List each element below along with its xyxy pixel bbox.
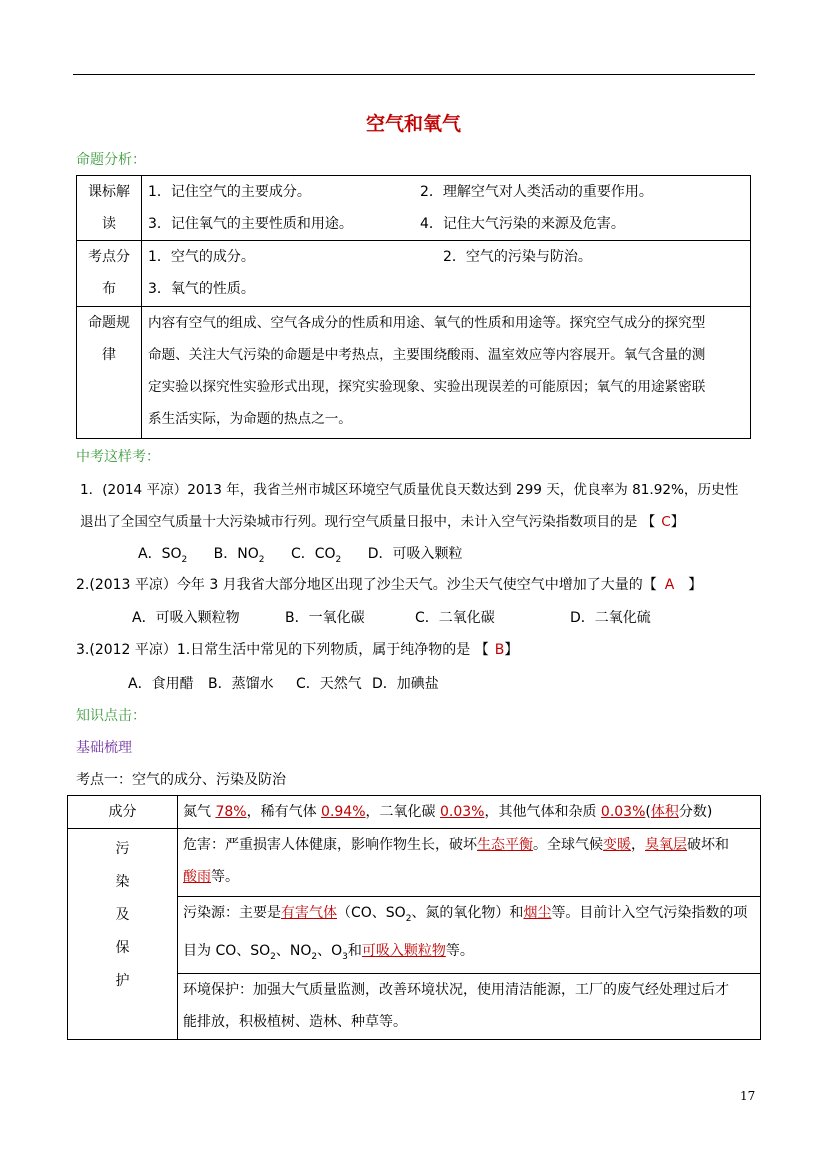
- option-b: B．NO: [213, 546, 259, 562]
- item: 1．空气的成分。: [148, 249, 255, 265]
- text-line: 命题、关注大气污染的命题是中考热点，主要围绕酸雨、温室效应等内容展开。氧气含量的测: [148, 347, 706, 363]
- question-1-line2: [80, 510, 684, 530]
- label-line: 考点分: [88, 249, 130, 265]
- fill-answer: 烟尘: [523, 905, 552, 921]
- label-line: 布: [102, 281, 116, 297]
- item: 2．理解空气对人类活动的重要作用。: [420, 184, 653, 200]
- text-line: 内容有空气的组成、空气各成分的性质和用途、氧气的性质和用途等。探究空气成分的探究型: [148, 315, 706, 331]
- bracket: 】: [504, 642, 519, 658]
- label-char: 及: [115, 907, 130, 923]
- text: ，二氧化碳: [365, 804, 440, 820]
- text-line: 环境保护：加强大气质量监测，改善环境状况，使用清洁能源，工厂的废气经处理过后才: [183, 981, 729, 998]
- question-3: [76, 639, 518, 659]
- option-c: C．二氧化碳: [415, 610, 495, 626]
- subscript: 3: [342, 951, 348, 962]
- question-2: [76, 574, 702, 594]
- label-line: 律: [102, 347, 116, 363]
- text-line: 能排放，积极植树、造林、种草等。: [183, 1013, 407, 1030]
- label-line: 课标解: [88, 184, 130, 200]
- text: 。全球气候: [533, 837, 603, 853]
- section-analysis: 命题分析：: [76, 152, 146, 168]
- option-a: A．可吸入颗粒物: [132, 610, 240, 626]
- answer: B: [494, 642, 505, 658]
- text: (: [645, 804, 651, 820]
- subscript: 2: [311, 951, 318, 962]
- text: ，: [631, 837, 645, 853]
- label-points: [77, 241, 142, 307]
- label-char: 保: [115, 940, 130, 956]
- option-a: A．SO: [138, 546, 182, 562]
- label-curriculum: [77, 176, 142, 241]
- page-title: 空气和氧气: [365, 113, 461, 135]
- item: 3．记住氧气的主要性质和用途。: [148, 216, 353, 232]
- text: 、NO: [275, 942, 312, 959]
- item: 2．空气的污染与防治。: [443, 249, 592, 265]
- label-pollution: [68, 829, 178, 1040]
- fill-answer: 臭氧层: [645, 837, 687, 853]
- analysis-table: [76, 175, 751, 439]
- label-line: 命题规: [88, 315, 130, 331]
- curriculum-content: [142, 176, 751, 241]
- fill-answer: 0.03%: [600, 804, 646, 820]
- subscript: 2: [181, 554, 188, 565]
- option-c: C．CO: [290, 546, 336, 562]
- text: 和: [347, 942, 362, 959]
- text: ，稀有气体: [246, 804, 322, 820]
- text: 、氮的氧化物）和: [411, 905, 524, 921]
- label-rules: [77, 307, 142, 439]
- text-line: 系生活实际，为命题的热点之一。: [148, 411, 352, 427]
- composition-content: [178, 796, 761, 829]
- fill-answer: 体积: [650, 804, 679, 820]
- fill-answer: 变暖: [603, 837, 631, 853]
- question-text: 3.(2012 平凉）1.日常生活中常见的下列物质，属于纯净物的是 【: [76, 642, 489, 658]
- option-d: D．二氧化硫: [570, 610, 651, 626]
- question-1-options: [138, 543, 463, 565]
- subscript: 2: [405, 913, 412, 924]
- label-char: 染: [115, 874, 130, 890]
- source-content: [178, 897, 761, 974]
- fill-answer: 生态平衡: [477, 837, 533, 853]
- header-rule: [73, 74, 755, 75]
- fill-answer: 酸雨: [183, 869, 211, 885]
- question-2-options: [132, 607, 651, 627]
- text: 危害：严重损害人体健康，影响作物生长，破坏: [183, 837, 477, 853]
- text: 氮气: [183, 804, 216, 820]
- answer: A: [664, 577, 675, 593]
- option-c: C．天然气: [296, 676, 362, 692]
- section-basics: 基础梳理: [76, 740, 132, 756]
- composition-table: [67, 795, 761, 1040]
- page-number: 17: [740, 1089, 756, 1103]
- option-d: D．可吸入颗粒: [367, 546, 463, 562]
- question-text: 2.(2013 平凉）今年 3 月我省大部分地区出现了沙尘天气。沙尘天气使空气中增加了大量的【: [76, 577, 657, 593]
- harm-content: [178, 829, 761, 897]
- label-line: 读: [102, 216, 116, 232]
- bracket: 】: [688, 577, 703, 593]
- text: 等。目前计入空气污染指数的项: [551, 905, 748, 921]
- label-char: 污: [115, 841, 130, 857]
- question-text: 退出了全国空气质量十大污染城市行列。现行空气质量日报中，未计入空气污染指数项目的是 【: [80, 514, 656, 530]
- item: 1．记住空气的主要成分。: [148, 184, 311, 200]
- option-d: D．加碘盐: [372, 676, 439, 692]
- text: 破坏和: [687, 837, 729, 853]
- text: 、O: [317, 942, 343, 959]
- text: 污染源：主要是: [183, 905, 281, 921]
- text: 分数): [678, 804, 713, 820]
- text: 目为 CO、SO: [183, 942, 271, 959]
- points-content: [142, 241, 751, 307]
- protection-content: [178, 973, 761, 1039]
- text: 等。: [211, 869, 239, 885]
- fill-answer: 有害气体: [281, 905, 337, 921]
- question-3-options: [128, 673, 439, 693]
- text: ，其他气体和杂质: [484, 804, 601, 820]
- bracket: 】: [670, 514, 685, 530]
- option-b: B．一氧化碳: [285, 610, 365, 626]
- label-char: 护: [115, 973, 130, 989]
- fill-answer: 0.03%: [439, 804, 485, 820]
- question-1-line1: 1．(2014 平凉）2013 年，我省兰州市城区环境空气质量优良天数达到 299 天，优良率为 81.92%，历史性: [80, 482, 739, 498]
- answer: C: [661, 514, 671, 530]
- item: 3．氧气的性质。: [148, 281, 255, 297]
- rules-content: [142, 307, 751, 439]
- fill-answer: 78%: [215, 804, 247, 820]
- text: （CO、SO: [337, 905, 406, 921]
- section-knowledge: 知识点击：: [76, 708, 146, 724]
- subscript: 2: [270, 951, 276, 962]
- item: 4．记住大气污染的来源及危害。: [420, 216, 625, 232]
- fill-answer: 0.94%: [321, 804, 366, 820]
- label-composition: 成分: [68, 796, 178, 829]
- subscript: 2: [335, 554, 342, 565]
- text: 等。: [445, 942, 474, 959]
- section-point1: 考点一：空气的成分、污染及防治: [76, 772, 286, 788]
- section-exam: 中考这样考：: [76, 449, 160, 465]
- option-b: B．蒸馏水: [208, 676, 274, 692]
- option-a: A．食用醋: [128, 676, 194, 692]
- subscript: 2: [258, 554, 265, 565]
- text-line: 定实验以探究性实验形式出现，探究实验现象、实验出现误差的可能原因；氧气的用途紧密联: [148, 379, 706, 395]
- fill-answer: 可吸入颗粒物: [361, 942, 446, 959]
